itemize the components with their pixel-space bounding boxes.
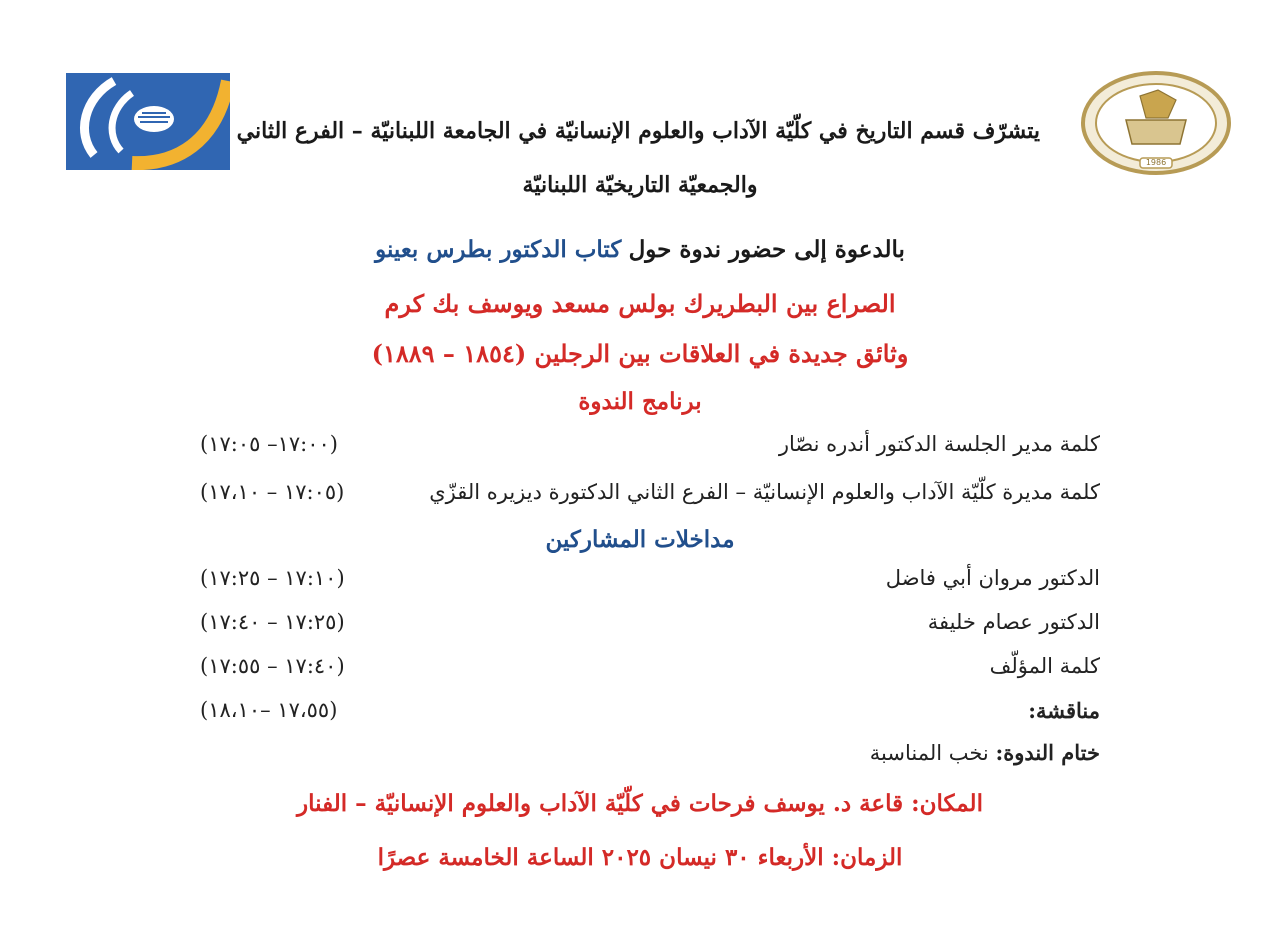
participant-time: (١٧:١٠ – ١٧:٢٥) <box>200 566 345 590</box>
participant-text: الدكتور عصام خليفة <box>927 610 1100 634</box>
invitation-line <box>0 236 1280 263</box>
header-line-1: يتشرّف قسم التاريخ في كلّيّة الآداب والعلوم الإنسانيّة في الجامعة اللبنانيّة – الفرع الثاني <box>236 118 1040 144</box>
program-heading: برنامج الندوة <box>578 388 702 415</box>
association-seal <box>1080 70 1232 176</box>
participant-text: كلمة المؤلّف <box>989 654 1100 678</box>
program-item-text: كلمة مدير الجلسة الدكتور أندره نصّار <box>778 432 1100 456</box>
invitation-lead: بالدعوة إلى حضور ندوة حول <box>628 236 905 263</box>
program-item-time: (١٧:٠٥ – ١٧،١٠) <box>200 480 345 504</box>
discussion-time: (١٧،٥٥ –١٨،١٠) <box>200 698 338 722</box>
book-title-line-2: وثائق جديدة في العلاقات بين الرجلين (١٨٥٤ – ١٨٨٩) <box>371 339 909 368</box>
closing-line <box>870 740 1100 765</box>
program-item-text: كلمة مديرة كلّيّة الآداب والعلوم الإنسانيّة – الفرع الثاني الدكتورة ديزيره القزّي <box>429 480 1100 504</box>
book-title-line-1: الصراع بين البطريرك بولس مسعد ويوسف بك كرم <box>384 289 896 318</box>
program-item-time: (١٧:٠٠– ١٧:٠٥) <box>200 432 338 456</box>
participants-heading: مداخلات المشاركين <box>545 526 735 553</box>
participant-text: الدكتور مروان أبي فاضل <box>885 566 1100 590</box>
closing-text: نخب المناسبة <box>869 741 989 765</box>
header-line-2: والجمعيّة التاريخيّة اللبنانيّة <box>522 172 758 198</box>
closing-label: ختام الندوة: <box>995 740 1100 765</box>
venue: المكان: قاعة د. يوسف فرحات في كلّيّة الآداب والعلوم الإنسانيّة – الفنار <box>297 790 983 817</box>
participant-time: (١٧:٢٥ – ١٧:٤٠) <box>200 610 345 634</box>
participant-time: (١٧:٤٠ – ١٧:٥٥) <box>200 654 345 678</box>
book-author: كتاب الدكتور بطرس بعينو <box>375 236 622 263</box>
university-logo <box>66 73 230 170</box>
discussion-label: مناقشة: <box>1028 698 1100 723</box>
datetime: الزمان: الأربعاء ٣٠ نيسان ٢٠٢٥ الساعة الخامسة عصرًا <box>377 844 903 871</box>
seal-year: 1986 <box>1145 158 1167 167</box>
